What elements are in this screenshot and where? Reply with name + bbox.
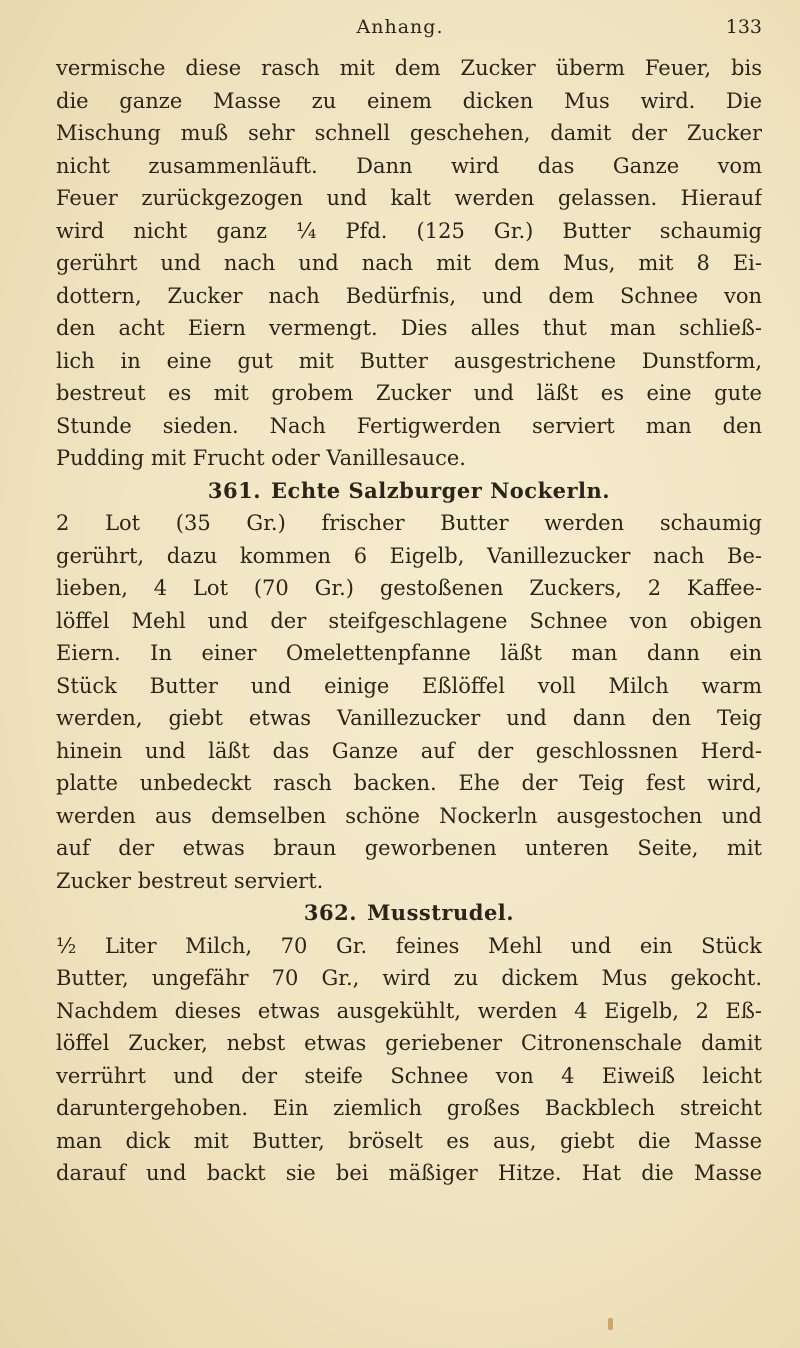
text-line: hinein und läßt das Ganze auf der geschlossnen Herd- — [56, 738, 762, 763]
text-line: Stunde sieden. Nach Fertigwerden serviert man den — [56, 413, 762, 438]
page-number: 133 — [725, 16, 762, 38]
text-line: man dick mit Butter, bröselt es aus, giebt die Masse — [56, 1128, 762, 1153]
text-line: Butter, ungefähr 70 Gr., wird zu dickem Mus gekocht. — [56, 966, 762, 990]
recipe-heading-362 — [56, 897, 762, 930]
text-line: dottern, Zucker nach Bedürfnis, und dem Schnee von — [56, 283, 762, 308]
text-line: Stück Butter und einige Eßlöffel voll Milch warm — [56, 673, 762, 698]
text-line: 2 Lot (35 Gr.) frischer Butter werden schaumig — [56, 511, 762, 535]
running-head — [0, 14, 800, 42]
recipe-title: Echte Salzburger Nockerln. — [271, 477, 611, 503]
recipe-number: 361. — [207, 477, 262, 503]
text-line: vermische diese rasch mit dem Zucker überm Feuer, bis — [56, 56, 762, 80]
text-line: lieben, 4 Lot (70 Gr.) gestoßenen Zuckers, 2 Kaffee- — [56, 576, 762, 600]
recipe-number: 362. — [303, 900, 358, 925]
text-line: platte unbedeckt rasch backen. Ehe der Teig fest wird, — [56, 771, 762, 795]
body-text — [56, 52, 762, 1190]
text-line: werden, giebt etwas Vanillezucker und dann den Teig — [56, 706, 762, 730]
ink-smudge — [608, 1318, 613, 1330]
text-line: wird nicht ganz ¼ Pfd. (125 Gr.) Butter schaumig — [56, 218, 762, 243]
text-line: bestreut es mit grobem Zucker und läßt es eine gute — [56, 381, 762, 405]
text-line: Nachdem dieses etwas ausgekühlt, werden 4 Eigelb, 2 Eß- — [56, 998, 762, 1023]
text-line: verrührt und der steife Schnee von 4 Eiweiß leicht — [56, 1063, 762, 1088]
text-line: nicht zusammenläuft. Dann wird das Ganze vom — [56, 153, 762, 178]
running-head-title: Anhang. — [356, 16, 444, 38]
recipe-body-361 — [56, 507, 762, 897]
text-line: ½ Liter Milch, 70 Gr. feines Mehl und ein Stück — [56, 933, 762, 958]
text-line: werden aus demselben schöne Nockerln ausgestochen und — [56, 803, 762, 828]
text-line: Pudding mit Frucht oder Vanillesauce. — [56, 446, 466, 470]
text-line: den acht Eiern vermengt. Dies alles thut man schließ- — [56, 316, 762, 340]
text-line: Eiern. In einer Omelettenpfanne läßt man dann ein — [56, 641, 762, 665]
text-line: lich in eine gut mit Butter ausgestrichene Dunstform, — [56, 348, 762, 373]
text-line: darauf und backt sie bei mäßiger Hitze. Hat die Masse — [56, 1161, 762, 1185]
text-line: Feuer zurückgezogen und kalt werden gelassen. Hierauf — [56, 186, 762, 210]
text-line: Zucker bestreut serviert. — [56, 868, 324, 893]
recipe-body-362 — [56, 930, 762, 1190]
text-line: gerührt und nach und nach mit dem Mus, mit 8 Ei- — [56, 251, 762, 275]
text-line: löffel Mehl und der steifgeschlagene Schnee von obigen — [56, 608, 762, 633]
text-line: löffel Zucker, nebst etwas geriebener Citronenschale damit — [56, 1031, 762, 1055]
recipe-title: Musstrudel. — [367, 900, 515, 925]
text-line: daruntergehoben. Ein ziemlich großes Backblech streicht — [56, 1096, 762, 1120]
text-line: Mischung muß sehr schnell geschehen, damit der Zucker — [56, 121, 762, 145]
text-line: gerührt, dazu kommen 6 Eigelb, Vanillezucker nach Be- — [56, 543, 762, 568]
continuation-paragraph — [56, 52, 762, 475]
recipe-heading-361 — [56, 475, 762, 508]
text-line: die ganze Masse zu einem dicken Mus wird. Die — [56, 88, 762, 113]
text-line: auf der etwas braun geworbenen unteren Seite, mit — [56, 836, 762, 860]
